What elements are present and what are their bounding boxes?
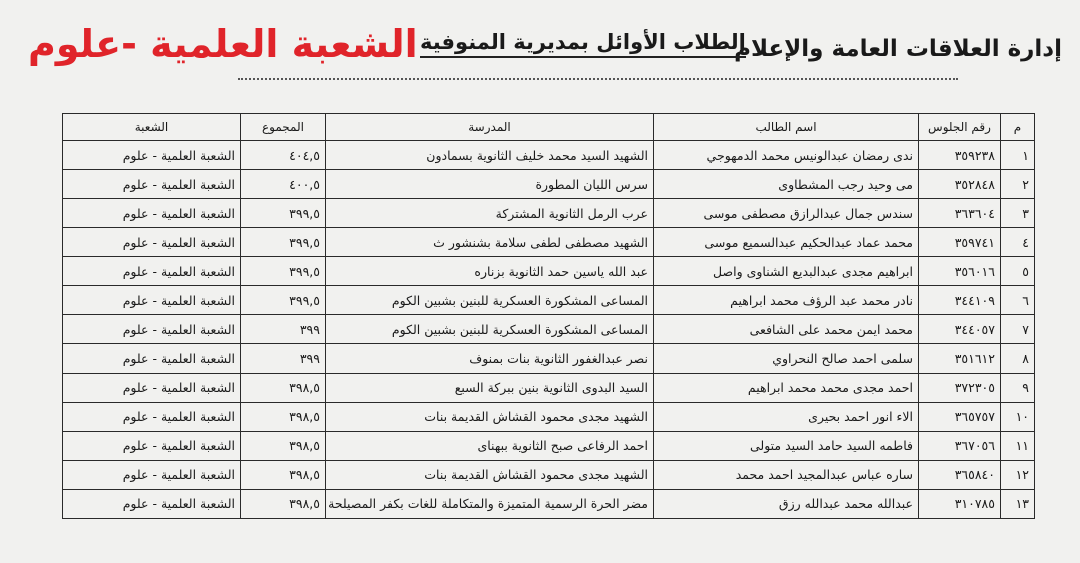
cell-total: ٣٩٩,٥ xyxy=(241,257,326,286)
cell-branch: الشعبة العلمية - علوم xyxy=(63,199,241,228)
cell-student-name: الاء انور احمد بحيرى xyxy=(654,402,919,431)
cell-branch: الشعبة العلمية - علوم xyxy=(63,170,241,199)
table-header-row xyxy=(63,114,1035,141)
cell-seat-number: ٣٦٣٦٠٤ xyxy=(919,199,1001,228)
table-row xyxy=(63,141,1035,170)
cell-student-name: سلمى احمد صالح النحراوي xyxy=(654,344,919,373)
cell-student-name: سندس جمال عبدالرازق مصطفى موسى xyxy=(654,199,919,228)
cell-student-name: محمد عماد عبدالحكيم عبدالسميع موسى xyxy=(654,228,919,257)
cell-branch: الشعبة العلمية - علوم xyxy=(63,402,241,431)
cell-branch: الشعبة العلمية - علوم xyxy=(63,460,241,489)
cell-number: ٦ xyxy=(1001,286,1035,315)
table-row xyxy=(63,489,1035,518)
cell-branch: الشعبة العلمية - علوم xyxy=(63,228,241,257)
cell-student-name: ندى رمضان عبدالونيس محمد الدمهوجي xyxy=(654,141,919,170)
document-subtitle: الطلاب الأوائل بمديرية المنوفية xyxy=(420,30,746,58)
cell-branch: الشعبة العلمية - علوم xyxy=(63,344,241,373)
cell-student-name: ابراهيم مجدى عبدالبديع الشناوى واصل xyxy=(654,257,919,286)
cell-total: ٤٠٠,٥ xyxy=(241,170,326,199)
cell-branch: الشعبة العلمية - علوم xyxy=(63,489,241,518)
cell-number: ٧ xyxy=(1001,315,1035,344)
column-header-branch: الشعبة xyxy=(63,114,241,141)
cell-student-name: مى وحيد رجب المشطاوى xyxy=(654,170,919,199)
table-row xyxy=(63,315,1035,344)
cell-total: ٣٩٩,٥ xyxy=(241,286,326,315)
results-table xyxy=(62,113,1035,519)
table-row xyxy=(63,228,1035,257)
cell-number: ٩ xyxy=(1001,373,1035,402)
cell-student-name: محمد ايمن محمد على الشافعى xyxy=(654,315,919,344)
cell-school: سرس الليان المطورة xyxy=(326,170,654,199)
cell-school: الشهيد مجدى محمود القشاش القديمة بنات xyxy=(326,402,654,431)
cell-number: ١ xyxy=(1001,141,1035,170)
cell-branch: الشعبة العلمية - علوم xyxy=(63,257,241,286)
cell-student-name: نادر محمد عبد الرؤف محمد ابراهيم xyxy=(654,286,919,315)
cell-school: المساعى المشكورة العسكرية للبنين بشبين الكوم xyxy=(326,286,654,315)
column-header-seat: رقم الجلوس xyxy=(919,114,1001,141)
cell-number: ٨ xyxy=(1001,344,1035,373)
cell-branch: الشعبة العلمية - علوم xyxy=(63,141,241,170)
cell-school: الشهيد مصطفى لطفى سلامة بشنشور ث xyxy=(326,228,654,257)
cell-total: ٣٩٨,٥ xyxy=(241,460,326,489)
table-row xyxy=(63,460,1035,489)
cell-branch: الشعبة العلمية - علوم xyxy=(63,373,241,402)
cell-school: الشهيد السيد محمد خليف الثانوية بسمادون xyxy=(326,141,654,170)
department-title: إدارة العلاقات العامة والإعلام xyxy=(734,36,1062,62)
cell-seat-number: ٣٤٤١٠٩ xyxy=(919,286,1001,315)
cell-seat-number: ٣٥٦٠١٦ xyxy=(919,257,1001,286)
cell-school: السيد البدوى الثانوية بنين ببركة السبع xyxy=(326,373,654,402)
table-row xyxy=(63,257,1035,286)
cell-school: مضر الحرة الرسمية المتميزة والمتكاملة للغات بكفر المصيلحة xyxy=(326,489,654,518)
cell-total: ٣٩٨,٥ xyxy=(241,431,326,460)
branch-title: الشعبة العلمية -علوم xyxy=(28,22,418,66)
cell-student-name: ساره عباس عبدالمجيد احمد محمد xyxy=(654,460,919,489)
column-header-name: اسم الطالب xyxy=(654,114,919,141)
cell-student-name: فاطمه السيد حامد السيد متولى xyxy=(654,431,919,460)
cell-total: ٣٩٨,٥ xyxy=(241,373,326,402)
table-row xyxy=(63,373,1035,402)
column-header-school: المدرسة xyxy=(326,114,654,141)
cell-total: ٣٩٩ xyxy=(241,315,326,344)
cell-total: ٣٩٩,٥ xyxy=(241,199,326,228)
table-row xyxy=(63,170,1035,199)
cell-seat-number: ٣٧٢٣٠٥ xyxy=(919,373,1001,402)
cell-seat-number: ٣٦٧٠٥٦ xyxy=(919,431,1001,460)
column-header-number: م xyxy=(1001,114,1035,141)
cell-student-name: احمد مجدى محمد محمد ابراهيم xyxy=(654,373,919,402)
cell-seat-number: ٣٥٩٧٤١ xyxy=(919,228,1001,257)
column-header-total: المجموع xyxy=(241,114,326,141)
cell-seat-number: ٣٦٥٧٥٧ xyxy=(919,402,1001,431)
cell-number: ٤ xyxy=(1001,228,1035,257)
cell-number: ١٣ xyxy=(1001,489,1035,518)
table-row xyxy=(63,199,1035,228)
table-row xyxy=(63,402,1035,431)
cell-student-name: عبدالله محمد عبدالله رزق xyxy=(654,489,919,518)
cell-branch: الشعبة العلمية - علوم xyxy=(63,431,241,460)
cell-number: ٥ xyxy=(1001,257,1035,286)
table-row xyxy=(63,431,1035,460)
cell-total: ٣٩٩ xyxy=(241,344,326,373)
cell-seat-number: ٣١٠٧٨٥ xyxy=(919,489,1001,518)
cell-school: الشهيد مجدى محمود القشاش القديمة بنات xyxy=(326,460,654,489)
cell-total: ٤٠٤,٥ xyxy=(241,141,326,170)
cell-school: عرب الرمل الثانوية المشتركة xyxy=(326,199,654,228)
table-row xyxy=(63,344,1035,373)
cell-total: ٣٩٨,٥ xyxy=(241,489,326,518)
cell-seat-number: ٣٥٩٢٣٨ xyxy=(919,141,1001,170)
cell-school: عبد الله ياسين حمد الثانوية بزناره xyxy=(326,257,654,286)
cell-school: نصر عبدالغفور الثانوية بنات بمنوف xyxy=(326,344,654,373)
cell-seat-number: ٣٦٥٨٤٠ xyxy=(919,460,1001,489)
cell-branch: الشعبة العلمية - علوم xyxy=(63,315,241,344)
cell-seat-number: ٣٥١٦١٢ xyxy=(919,344,1001,373)
cell-total: ٣٩٩,٥ xyxy=(241,228,326,257)
cell-number: ١١ xyxy=(1001,431,1035,460)
dotted-divider xyxy=(238,78,958,80)
cell-branch: الشعبة العلمية - علوم xyxy=(63,286,241,315)
cell-school: احمد الرفاعى صبح الثانوية ببهناى xyxy=(326,431,654,460)
cell-number: ١٠ xyxy=(1001,402,1035,431)
cell-total: ٣٩٨,٥ xyxy=(241,402,326,431)
cell-seat-number: ٣٥٢٨٤٨ xyxy=(919,170,1001,199)
cell-school: المساعى المشكورة العسكرية للبنين بشبين الكوم xyxy=(326,315,654,344)
cell-number: ٣ xyxy=(1001,199,1035,228)
cell-number: ٢ xyxy=(1001,170,1035,199)
table-row xyxy=(63,286,1035,315)
cell-number: ١٢ xyxy=(1001,460,1035,489)
cell-seat-number: ٣٤٤٠٥٧ xyxy=(919,315,1001,344)
